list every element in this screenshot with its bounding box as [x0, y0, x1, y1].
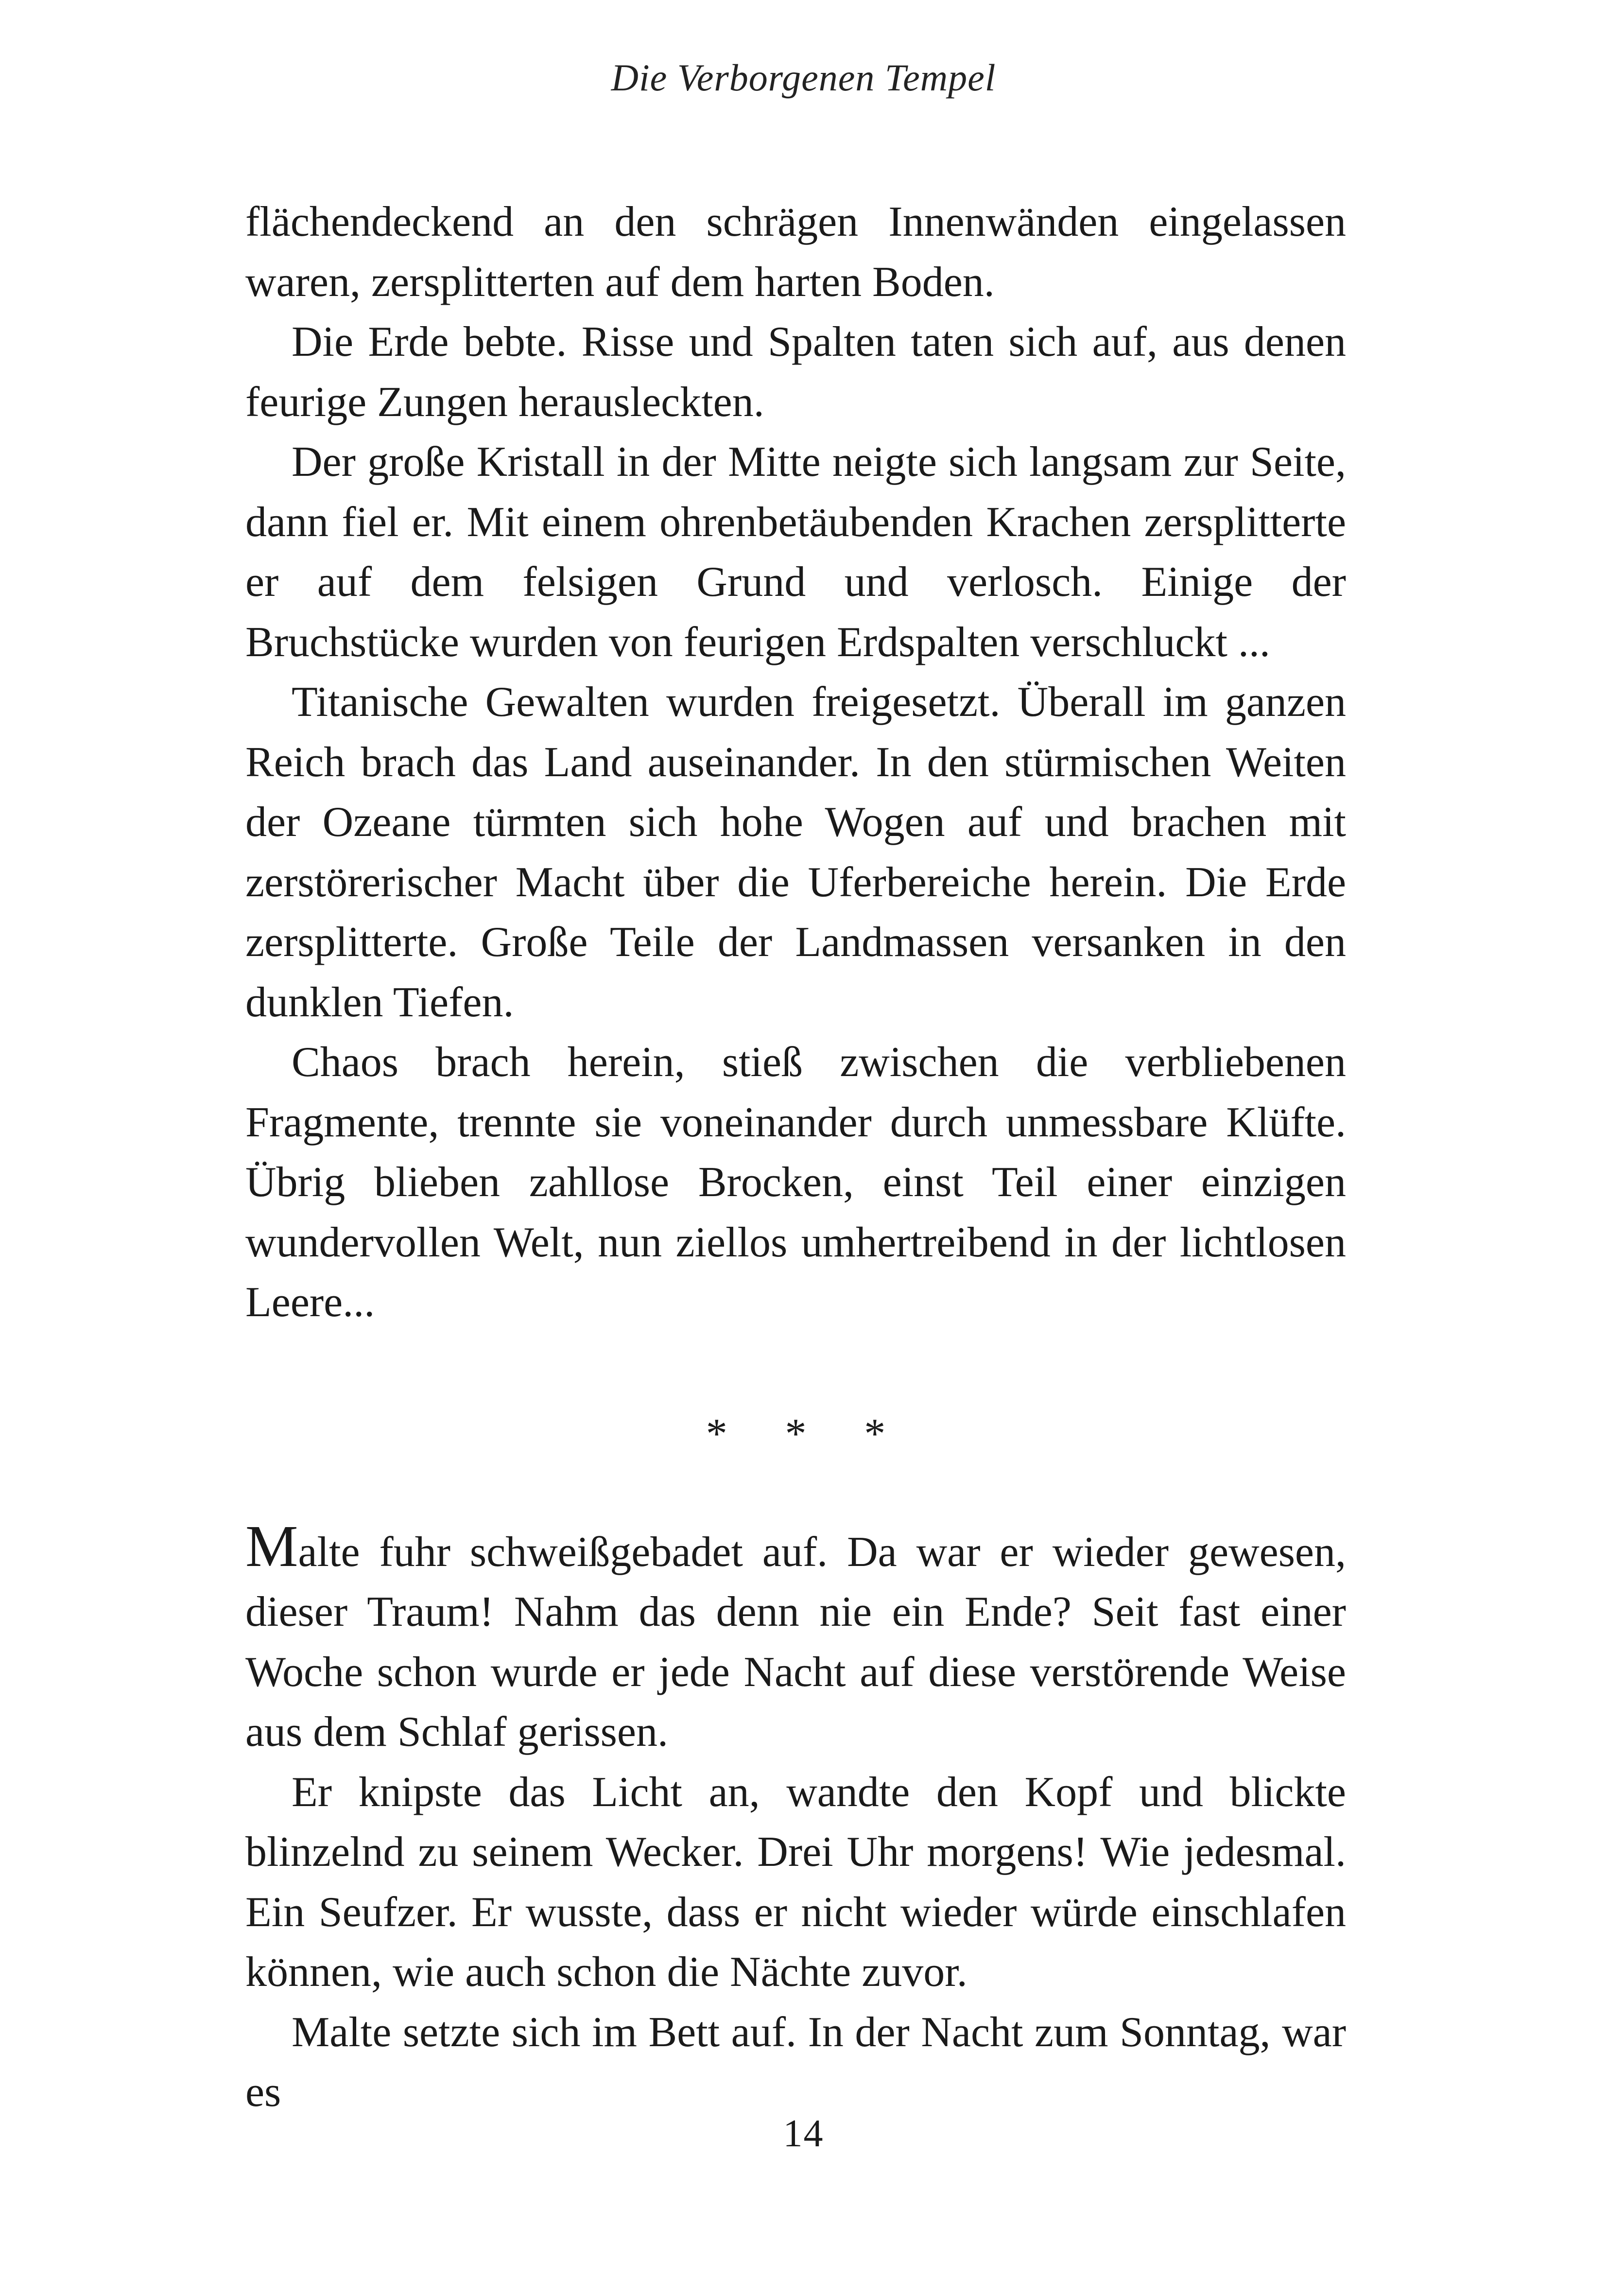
paragraph: Titanische Gewalten wurden freigesetzt. Überall im ganzen Reich brach das Land auseinander. In den stürmischen Weiten der Ozeane türmten sich hohe Wogen auf und brachen mit zerstörerischer Macht über die Uferbereiche herein. Die Erde zersplitterte. Große Teile der Landmassen versanken in den dunklen Tiefen.	[245, 678, 1346, 1026]
chapter-opening-text: alte fuhr schweißgebadet auf. Da war er wieder gewesen, dieser Traum! Nahm das denn nie ein Ende? Seit fast einer Woche schon wurde er jede Nacht auf diese verstörende Weise aus dem Schlaf gerissen.	[245, 1528, 1346, 1756]
running-header: Die Verborgenen Tempel	[611, 56, 996, 99]
paragraph-last-line: Malte setzte sich im Bett auf. In der Nacht zum Sonntag, war es	[245, 2008, 1346, 2116]
page-number: 14	[783, 2112, 824, 2155]
body-text	[245, 192, 1346, 2122]
paragraph: Die Erde bebte. Risse und Spalten taten sich auf, aus denen feurige Zungen herausleckten.	[245, 318, 1346, 426]
paragraph: Der große Kristall in der Mitte neigte sich langsam zur Seite, dann fiel er. Mit einem ohrenbetäubenden Krachen zersplitterte er auf dem felsigen Grund und verlosch. Einige der Bruchstücke wurden von feurigen Erdspalten verschluckt ...	[245, 438, 1346, 666]
section-separator: * * *	[706, 1410, 909, 1458]
paragraph: flächendeckend an den schrägen Innenwänden eingelassen waren, zersplitterten auf dem harten Boden.	[245, 198, 1346, 306]
drop-cap: M	[245, 1513, 298, 1579]
chapter-opening-paragraph	[245, 1513, 1346, 1762]
paragraph: Chaos brach herein, stieß zwischen die verbliebenen Fragmente, trennte sie voneinander durch unmessbare Klüfte. Übrig blieben zahllose Brocken, einst Teil einer einzigen wundervollen Welt, nun ziellos umhertreibend in der lichtlosen Leere...	[245, 1039, 1346, 1326]
paragraph: Er knipste das Licht an, wandte den Kopf und blickte blinzelnd zu seinem Wecker. Drei Uhr morgens! Wie jedesmal. Ein Seufzer. Er wusste, dass er nicht wieder würde einschlafen können, wie auch schon die Nächte zuvor.	[245, 1768, 1346, 1996]
